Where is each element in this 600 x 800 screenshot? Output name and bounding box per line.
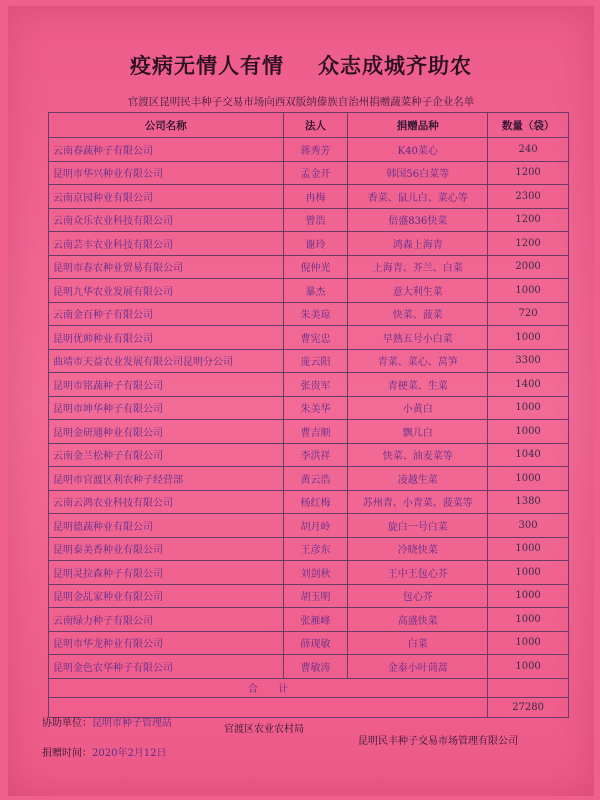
table-header-row bbox=[49, 113, 569, 138]
quantity-cell: 1400 bbox=[488, 373, 569, 397]
assist-org-1: 昆明市种子管理站 bbox=[92, 718, 172, 729]
total-row bbox=[49, 678, 569, 697]
document-sheet bbox=[8, 6, 594, 796]
person-cell: 薛现敏 bbox=[283, 631, 348, 655]
table-row bbox=[49, 443, 569, 467]
header-company: 公司名称 bbox=[49, 113, 284, 138]
quantity-cell: 1000 bbox=[488, 608, 569, 632]
table-row bbox=[49, 420, 569, 444]
variety-cell: 倍盛836快菜 bbox=[348, 208, 488, 232]
table-row bbox=[49, 349, 569, 373]
variety-cell: 快菜、菠菜 bbox=[348, 302, 488, 326]
company-cell: 昆明德蔬种业有限公司 bbox=[49, 514, 284, 538]
variety-cell: 王中王包心芥 bbox=[348, 561, 488, 585]
total-value: 27280 bbox=[488, 697, 569, 717]
variety-cell: 冷晓快菜 bbox=[348, 537, 488, 561]
person-cell: 朱美华 bbox=[283, 396, 348, 420]
variety-cell: 上海青、芥兰、白菜 bbox=[348, 255, 488, 279]
person-cell: 胡月岭 bbox=[283, 514, 348, 538]
variety-cell: 飘儿白 bbox=[348, 420, 488, 444]
quantity-cell: 1000 bbox=[488, 396, 569, 420]
quantity-cell: 2300 bbox=[488, 185, 569, 209]
table-row bbox=[49, 255, 569, 279]
title-part-2: 众志成城齐助农 bbox=[318, 53, 472, 78]
person-cell: 朱美琼 bbox=[283, 302, 348, 326]
quantity-cell: 1000 bbox=[488, 631, 569, 655]
variety-cell: 高盛快菜 bbox=[348, 608, 488, 632]
person-cell: 刘剑秋 bbox=[283, 561, 348, 585]
person-cell: 杨红梅 bbox=[283, 490, 348, 514]
quantity-cell: 1040 bbox=[488, 443, 569, 467]
header-variety: 捐赠品种 bbox=[348, 113, 488, 138]
variety-cell: 香菜、鼠儿白、菜心等 bbox=[348, 185, 488, 209]
table-row bbox=[49, 373, 569, 397]
person-cell: 谢玲 bbox=[283, 232, 348, 256]
company-cell: 曲靖市天益农业发展有限公司昆明分公司 bbox=[49, 349, 284, 373]
quantity-cell: 2000 bbox=[488, 255, 569, 279]
company-cell: 昆明市春农种业贸易有限公司 bbox=[49, 255, 284, 279]
variety-cell: 白菜 bbox=[348, 631, 488, 655]
header-person: 法人 bbox=[283, 113, 348, 138]
table-row bbox=[49, 326, 569, 350]
person-cell: 王彦东 bbox=[283, 537, 348, 561]
variety-cell: K40菜心 bbox=[348, 138, 488, 162]
company-cell: 云南云鸿农业科技有限公司 bbox=[49, 490, 284, 514]
table-row bbox=[49, 514, 569, 538]
person-cell: 冉梅 bbox=[283, 185, 348, 209]
variety-cell: 青梗菜、生菜 bbox=[348, 373, 488, 397]
person-cell: 倪仲光 bbox=[283, 255, 348, 279]
person-cell: 张雁峰 bbox=[283, 608, 348, 632]
company-cell: 云南金兰松种子有限公司 bbox=[49, 443, 284, 467]
quantity-cell: 1200 bbox=[488, 232, 569, 256]
quantity-cell: 1000 bbox=[488, 584, 569, 608]
table-row bbox=[49, 232, 569, 256]
person-cell: 曾浩 bbox=[283, 208, 348, 232]
date-value: 2020年2月12日 bbox=[92, 748, 167, 759]
company-cell: 云南金百种子有限公司 bbox=[49, 302, 284, 326]
variety-cell: 青菜、菜心、莴笋 bbox=[348, 349, 488, 373]
variety-cell: 旋白一号白菜 bbox=[348, 514, 488, 538]
assist-line bbox=[42, 714, 172, 729]
total-value-empty bbox=[488, 678, 569, 697]
table-row bbox=[49, 279, 569, 303]
table-row bbox=[49, 396, 569, 420]
company-cell: 昆明市铭蔬种子有限公司 bbox=[49, 373, 284, 397]
donation-table bbox=[48, 112, 569, 718]
header-quantity: 数量（袋） bbox=[488, 113, 569, 138]
quantity-cell: 1000 bbox=[488, 279, 569, 303]
company-cell: 云南京园种业有限公司 bbox=[49, 185, 284, 209]
variety-cell: 凌越生菜 bbox=[348, 467, 488, 491]
person-cell: 李洪祥 bbox=[283, 443, 348, 467]
table-row bbox=[49, 537, 569, 561]
company-cell: 云南芸丰农业科技有限公司 bbox=[49, 232, 284, 256]
person-cell: 曹宪忠 bbox=[283, 326, 348, 350]
person-cell: 暴杰 bbox=[283, 279, 348, 303]
company-cell: 昆明优帅种业有限公司 bbox=[49, 326, 284, 350]
company-cell: 云南绿力种子有限公司 bbox=[49, 608, 284, 632]
total-label: 合 计 bbox=[49, 678, 488, 697]
company-cell: 昆明九华农业发展有限公司 bbox=[49, 279, 284, 303]
table-row bbox=[49, 302, 569, 326]
assist-org-2: 官渡区农业农村局 bbox=[224, 724, 304, 735]
table-row bbox=[49, 467, 569, 491]
quantity-cell: 1000 bbox=[488, 420, 569, 444]
person-cell: 黄云浩 bbox=[283, 467, 348, 491]
company-cell: 昆明泰美香种业有限公司 bbox=[49, 537, 284, 561]
company-cell: 昆明市官渡区利农种子经营部 bbox=[49, 467, 284, 491]
quantity-cell: 1000 bbox=[488, 561, 569, 585]
company-cell: 昆明市坤华种子有限公司 bbox=[49, 396, 284, 420]
table-row bbox=[49, 631, 569, 655]
table-row bbox=[49, 138, 569, 162]
quantity-cell: 1000 bbox=[488, 467, 569, 491]
company-cell: 云南众乐农业科技有限公司 bbox=[49, 208, 284, 232]
table-row bbox=[49, 561, 569, 585]
quantity-cell: 1200 bbox=[488, 161, 569, 185]
variety-cell: 包心芥 bbox=[348, 584, 488, 608]
person-cell: 张贵军 bbox=[283, 373, 348, 397]
company-cell: 昆明市华龙种业有限公司 bbox=[49, 631, 284, 655]
variety-cell: 金泰小叶茼蒿 bbox=[348, 655, 488, 679]
page-subtitle: 官渡区昆明民丰种子交易市场向西双版纳傣族自治州捐赠蔬菜种子企业名单 bbox=[127, 96, 475, 108]
company-cell: 昆明市华兴种业有限公司 bbox=[49, 161, 284, 185]
page-title bbox=[8, 50, 594, 80]
quantity-cell: 240 bbox=[488, 138, 569, 162]
table-row bbox=[49, 161, 569, 185]
table-row bbox=[49, 655, 569, 679]
quantity-cell: 300 bbox=[488, 514, 569, 538]
table-row bbox=[49, 185, 569, 209]
variety-cell: 苏州青、小青菜、菠菜等 bbox=[348, 490, 488, 514]
company-cell: 昆明金色农华种子有限公司 bbox=[49, 655, 284, 679]
date-label: 捐赠时间： bbox=[42, 748, 92, 759]
table-row bbox=[49, 608, 569, 632]
person-cell: 曹敏涛 bbox=[283, 655, 348, 679]
quantity-cell: 3300 bbox=[488, 349, 569, 373]
variety-cell: 意大利生菜 bbox=[348, 279, 488, 303]
company-cell: 昆明灵拉森种子有限公司 bbox=[49, 561, 284, 585]
company-cell: 昆明金乩家种业有限公司 bbox=[49, 584, 284, 608]
date-line bbox=[42, 744, 167, 759]
table-row bbox=[49, 490, 569, 514]
quantity-cell: 1000 bbox=[488, 655, 569, 679]
person-cell: 蒋秀芳 bbox=[283, 138, 348, 162]
quantity-cell: 1380 bbox=[488, 490, 569, 514]
variety-cell: 快菜、油麦菜等 bbox=[348, 443, 488, 467]
quantity-cell: 1000 bbox=[488, 537, 569, 561]
market-org: 昆明民丰种子交易市场管理有限公司 bbox=[358, 736, 518, 747]
quantity-cell: 1200 bbox=[488, 208, 569, 232]
variety-cell: 小黄白 bbox=[348, 396, 488, 420]
variety-cell: 早熟五号小白菜 bbox=[348, 326, 488, 350]
title-part-1: 疫病无情人有情 bbox=[130, 53, 284, 78]
quantity-cell: 1000 bbox=[488, 326, 569, 350]
quantity-cell: 720 bbox=[488, 302, 569, 326]
assist-label: 协助单位： bbox=[42, 718, 92, 729]
table-row bbox=[49, 584, 569, 608]
company-cell: 昆明金研通种业有限公司 bbox=[49, 420, 284, 444]
variety-cell: 鸿森上海青 bbox=[348, 232, 488, 256]
table-row bbox=[49, 208, 569, 232]
person-cell: 曹吉顺 bbox=[283, 420, 348, 444]
company-cell: 云南春蔬种子有限公司 bbox=[49, 138, 284, 162]
variety-cell: 韩国56白菜等 bbox=[348, 161, 488, 185]
person-cell: 胡玉明 bbox=[283, 584, 348, 608]
person-cell: 孟金开 bbox=[283, 161, 348, 185]
person-cell: 庞云阳 bbox=[283, 349, 348, 373]
